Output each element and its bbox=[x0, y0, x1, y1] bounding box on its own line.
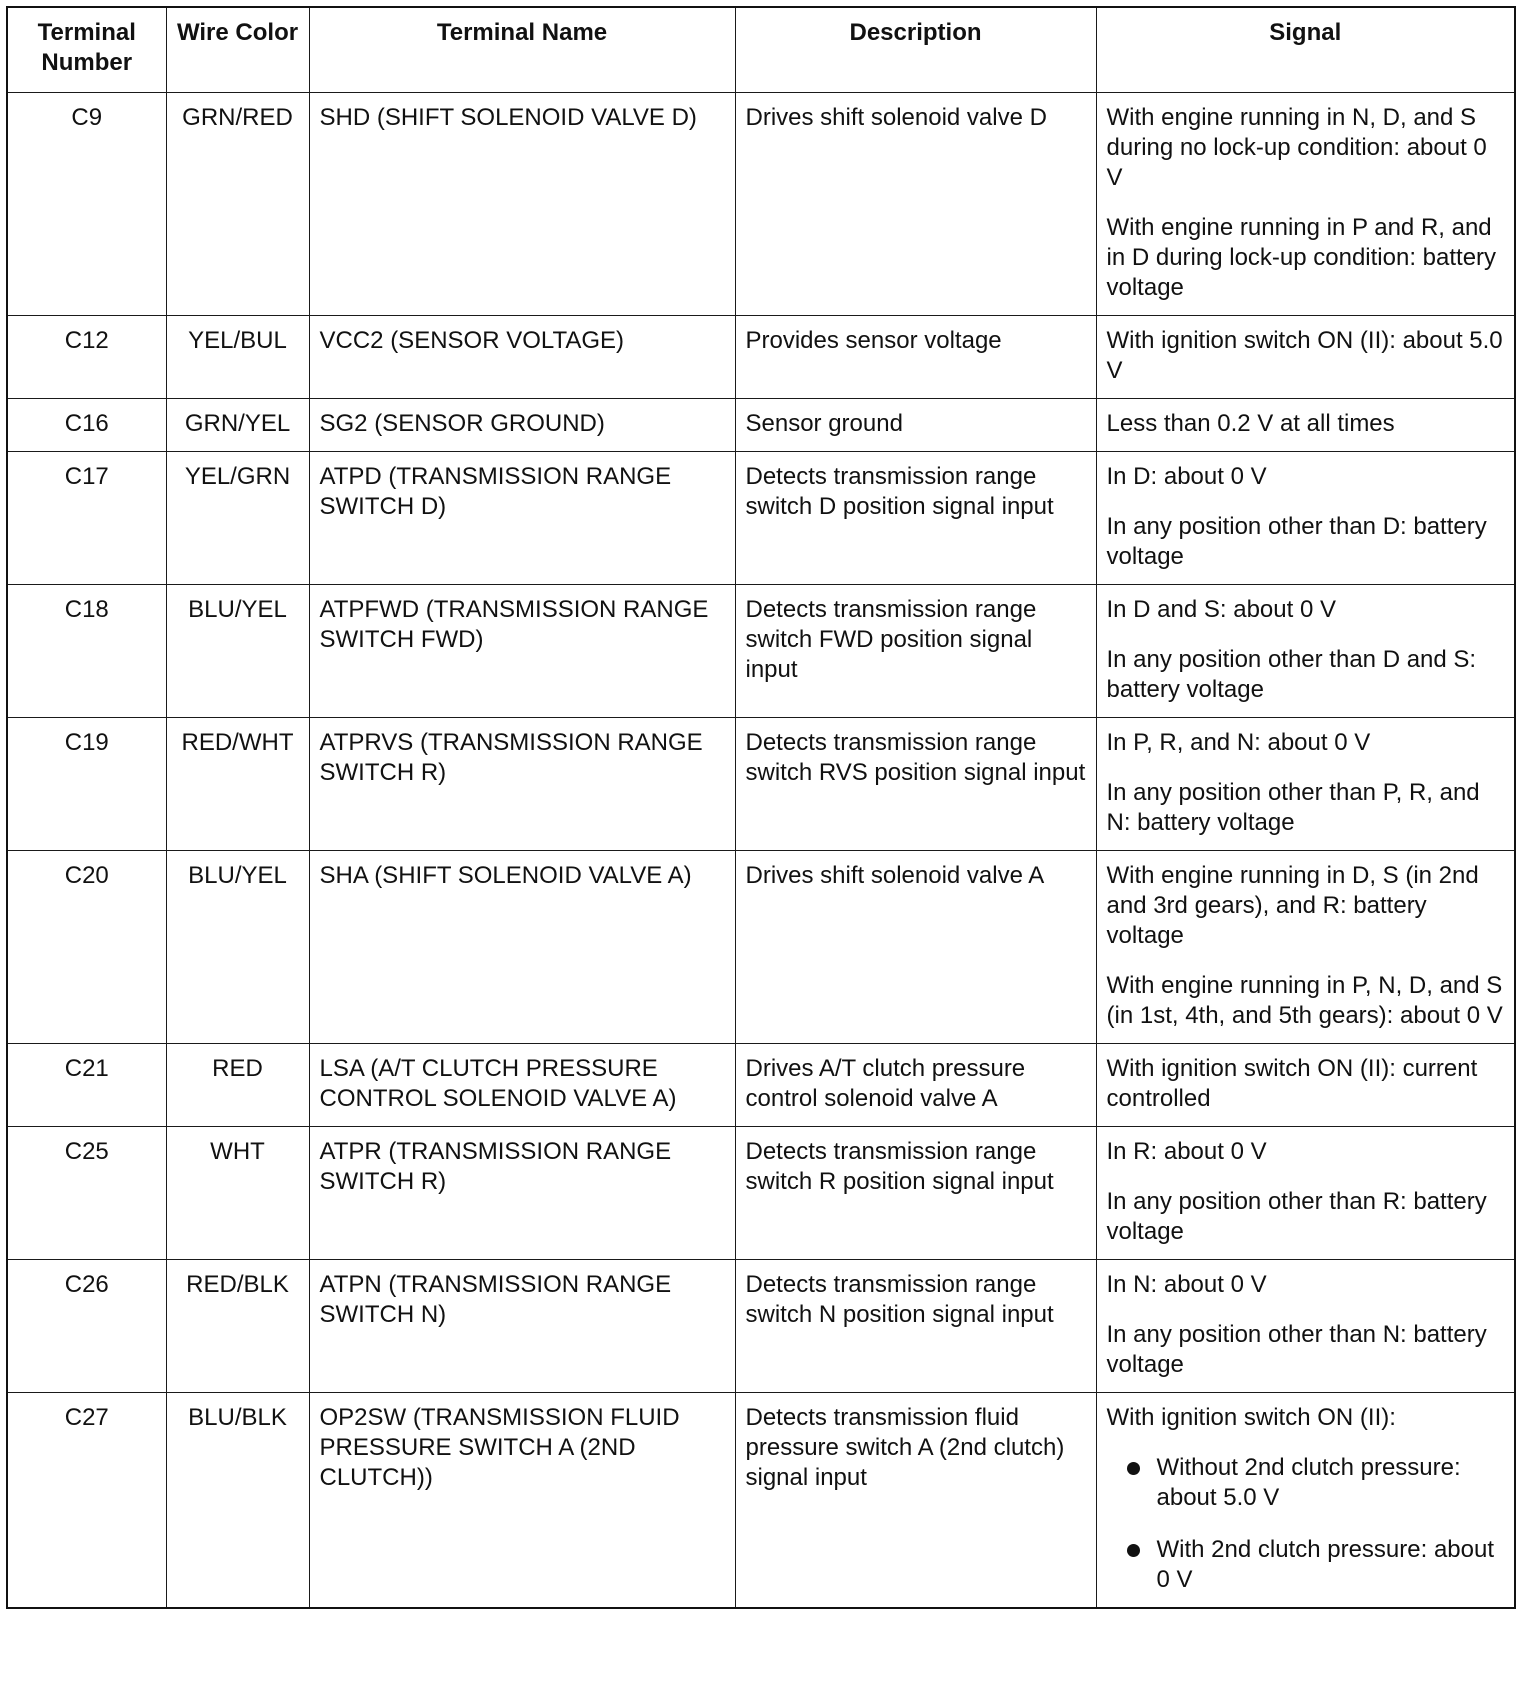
signal-text: In any position other than N: battery voltage bbox=[1106, 1321, 1487, 1378]
table-row bbox=[7, 399, 1515, 452]
terminal-number-cell: C9 bbox=[7, 93, 166, 316]
table-row bbox=[7, 1260, 1515, 1393]
header-description: Description bbox=[735, 7, 1096, 93]
signal-text: In P, R, and N: about 0 V bbox=[1106, 729, 1371, 756]
description-cell: Detects transmission range switch R position signal input bbox=[735, 1127, 1096, 1260]
table-row bbox=[7, 1044, 1515, 1127]
wire-color-cell: RED/BLK bbox=[166, 1260, 309, 1393]
terminal-number-cell: C16 bbox=[7, 399, 166, 452]
signal-bullet-text: Without 2nd clutch pressure: about 5.0 V bbox=[1156, 1454, 1461, 1511]
description-cell: Drives A/T clutch pressure control solenoid valve A bbox=[735, 1044, 1096, 1127]
signal-bullet-item bbox=[1107, 1453, 1505, 1513]
terminal-name-cell: ATPRVS (TRANSMISSION RANGE SWITCH R) bbox=[309, 718, 735, 851]
wire-color-cell: YEL/GRN bbox=[166, 452, 309, 585]
description-cell: Detects transmission range switch RVS position signal input bbox=[735, 718, 1096, 851]
description-cell: Drives shift solenoid valve D bbox=[735, 93, 1096, 316]
table-row bbox=[7, 452, 1515, 585]
table-row bbox=[7, 1393, 1515, 1609]
table-row bbox=[7, 585, 1515, 718]
signal-text: With ignition switch ON (II): about 5.0 V bbox=[1106, 327, 1503, 384]
bullet-dot-icon bbox=[1127, 1544, 1140, 1557]
table-row bbox=[7, 1127, 1515, 1260]
signal-bullet-list bbox=[1107, 1453, 1505, 1595]
bullet-dot-icon bbox=[1127, 1462, 1140, 1475]
terminal-number-cell: C12 bbox=[7, 316, 166, 399]
terminal-number-cell: C20 bbox=[7, 851, 166, 1044]
signal-text: In any position other than R: battery voltage bbox=[1106, 1188, 1487, 1245]
description-cell: Detects transmission fluid pressure switch A (2nd clutch) signal input bbox=[735, 1393, 1096, 1609]
terminal-number-cell: C25 bbox=[7, 1127, 166, 1260]
wire-color-cell: GRN/RED bbox=[166, 93, 309, 316]
terminal-name-cell: ATPN (TRANSMISSION RANGE SWITCH N) bbox=[309, 1260, 735, 1393]
wire-color-cell: BLU/YEL bbox=[166, 585, 309, 718]
terminal-number-cell: C18 bbox=[7, 585, 166, 718]
terminal-name-cell: SHA (SHIFT SOLENOID VALVE A) bbox=[309, 851, 735, 1044]
wire-color-cell: BLU/YEL bbox=[166, 851, 309, 1044]
signal-cell bbox=[1096, 585, 1515, 718]
terminal-name-cell: LSA (A/T CLUTCH PRESSURE CONTROL SOLENOID VALVE A) bbox=[309, 1044, 735, 1127]
signal-cell bbox=[1096, 1393, 1515, 1609]
header-signal: Signal bbox=[1096, 7, 1515, 93]
header-wire-color: Wire Color bbox=[166, 7, 309, 93]
terminal-name-cell: OP2SW (TRANSMISSION FLUID PRESSURE SWITCH A (2ND CLUTCH)) bbox=[309, 1393, 735, 1609]
header-row bbox=[7, 7, 1515, 93]
description-cell: Detects transmission range switch D position signal input bbox=[735, 452, 1096, 585]
terminal-name-cell: SG2 (SENSOR GROUND) bbox=[309, 399, 735, 452]
signal-cell bbox=[1096, 316, 1515, 399]
signal-text: With engine running in D, S (in 2nd and 3rd gears), and R: battery voltage bbox=[1106, 862, 1479, 949]
signal-cell bbox=[1096, 851, 1515, 1044]
wire-color-cell: GRN/YEL bbox=[166, 399, 309, 452]
terminal-name-cell: VCC2 (SENSOR VOLTAGE) bbox=[309, 316, 735, 399]
wire-color-cell: RED bbox=[166, 1044, 309, 1127]
signal-text: In any position other than P, R, and N: battery voltage bbox=[1106, 779, 1480, 836]
table-row bbox=[7, 718, 1515, 851]
signal-bullet-item bbox=[1107, 1535, 1505, 1595]
signal-text: In N: about 0 V bbox=[1106, 1271, 1267, 1298]
signal-text: With ignition switch ON (II): current controlled bbox=[1106, 1055, 1478, 1112]
terminal-name-cell: ATPR (TRANSMISSION RANGE SWITCH R) bbox=[309, 1127, 735, 1260]
signal-cell bbox=[1096, 399, 1515, 452]
signal-text: In D: about 0 V bbox=[1106, 463, 1267, 490]
wire-color-cell: WHT bbox=[166, 1127, 309, 1260]
table-body bbox=[7, 93, 1515, 1609]
signal-cell bbox=[1096, 1044, 1515, 1127]
table-row bbox=[7, 851, 1515, 1044]
terminal-table-container bbox=[6, 6, 1514, 1609]
table-row bbox=[7, 93, 1515, 316]
signal-text: With engine running in N, D, and S during no lock-up condition: about 0 V bbox=[1106, 104, 1487, 191]
table-row bbox=[7, 316, 1515, 399]
signal-cell bbox=[1096, 1260, 1515, 1393]
header-terminal-name: Terminal Name bbox=[309, 7, 735, 93]
signal-text: In any position other than D and S: battery voltage bbox=[1106, 646, 1477, 703]
wire-color-cell: RED/WHT bbox=[166, 718, 309, 851]
signal-bullet-text: With 2nd clutch pressure: about 0 V bbox=[1156, 1536, 1495, 1593]
terminal-name-cell: ATPD (TRANSMISSION RANGE SWITCH D) bbox=[309, 452, 735, 585]
signal-text: With engine running in P and R, and in D during lock-up condition: battery voltage bbox=[1106, 214, 1497, 301]
terminal-number-cell: C21 bbox=[7, 1044, 166, 1127]
signal-cell bbox=[1096, 452, 1515, 585]
wire-color-cell: BLU/BLK bbox=[166, 1393, 309, 1609]
signal-text: With ignition switch ON (II): bbox=[1106, 1404, 1396, 1431]
table-header bbox=[7, 7, 1515, 93]
description-cell: Provides sensor voltage bbox=[735, 316, 1096, 399]
description-cell: Detects transmission range switch FWD position signal input bbox=[735, 585, 1096, 718]
terminal-name-cell: SHD (SHIFT SOLENOID VALVE D) bbox=[309, 93, 735, 316]
terminal-name-cell: ATPFWD (TRANSMISSION RANGE SWITCH FWD) bbox=[309, 585, 735, 718]
terminal-number-cell: C27 bbox=[7, 1393, 166, 1609]
terminal-number-cell: C17 bbox=[7, 452, 166, 585]
wire-color-cell: YEL/BUL bbox=[166, 316, 309, 399]
header-terminal-number: Terminal Number bbox=[7, 7, 166, 93]
signal-cell bbox=[1096, 93, 1515, 316]
terminal-table bbox=[6, 6, 1516, 1609]
signal-cell bbox=[1096, 1127, 1515, 1260]
signal-cell bbox=[1096, 718, 1515, 851]
terminal-number-cell: C19 bbox=[7, 718, 166, 851]
description-cell: Drives shift solenoid valve A bbox=[735, 851, 1096, 1044]
signal-text: In any position other than D: battery voltage bbox=[1106, 513, 1487, 570]
signal-text: In D and S: about 0 V bbox=[1106, 596, 1336, 623]
signal-text: With engine running in P, N, D, and S (in 1st, 4th, and 5th gears): about 0 V bbox=[1106, 972, 1503, 1029]
description-cell: Detects transmission range switch N position signal input bbox=[735, 1260, 1096, 1393]
description-cell: Sensor ground bbox=[735, 399, 1096, 452]
terminal-number-cell: C26 bbox=[7, 1260, 166, 1393]
signal-text: Less than 0.2 V at all times bbox=[1106, 410, 1395, 437]
signal-text: In R: about 0 V bbox=[1106, 1138, 1267, 1165]
